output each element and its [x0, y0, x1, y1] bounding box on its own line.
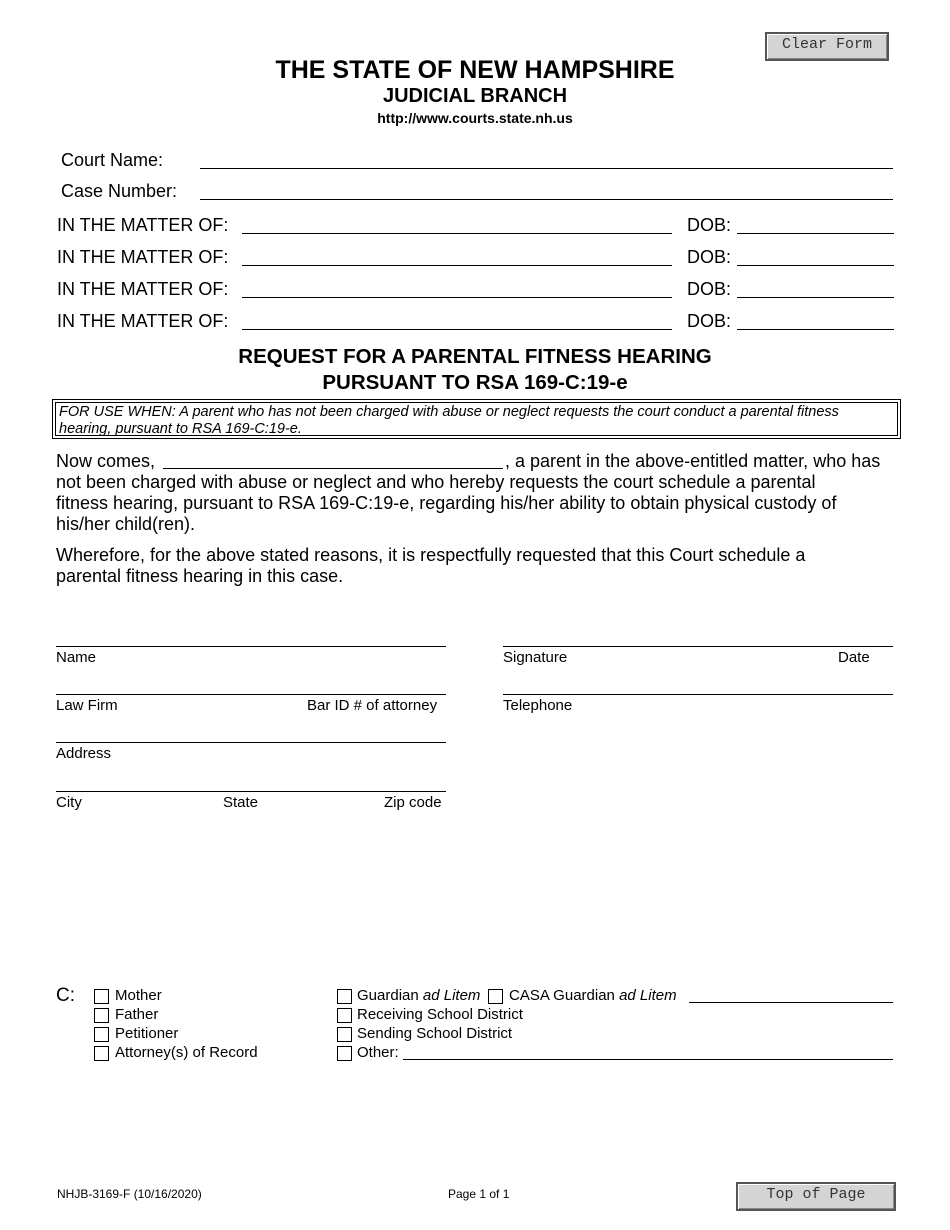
now-comes-name-field[interactable]	[163, 468, 503, 469]
now-comes-suffix: , a parent in the above-entitled matter, who has	[505, 451, 881, 471]
casa-name-field[interactable]	[689, 1002, 893, 1003]
cc-father-checkbox[interactable]	[94, 1008, 109, 1023]
body-line-3: fitness hearing, pursuant to RSA 169-C:19-e, regarding his/her ability to obtain physical custody of	[56, 493, 837, 513]
dob-field-3[interactable]	[737, 297, 894, 298]
top-of-page-button[interactable]: Top of Page	[736, 1182, 896, 1211]
dob-label-4: DOB:	[687, 311, 732, 331]
matter-label-3: IN THE MATTER OF:	[57, 279, 229, 299]
law-firm-field[interactable]	[56, 694, 446, 695]
law-firm-label: Law Firm	[56, 697, 118, 714]
form-title-line1: REQUEST FOR A PARENTAL FITNESS HEARING	[238, 345, 712, 368]
address-label: Address	[56, 745, 112, 762]
signature-field[interactable]	[503, 646, 893, 647]
name-field[interactable]	[56, 646, 446, 647]
matter-label-1: IN THE MATTER OF:	[57, 215, 229, 235]
cc-mother-checkbox[interactable]	[94, 989, 109, 1004]
cc-mother-label: Mother	[115, 987, 162, 1004]
cc-attorney-label: Attorney(s) of Record	[115, 1044, 258, 1061]
now-comes-prefix: Now comes,	[56, 451, 156, 471]
dob-label-1: DOB:	[687, 215, 732, 235]
guardian-text: Guardian	[357, 987, 423, 1004]
page-number: Page 1 of 1	[448, 1187, 510, 1201]
cc-attorney-checkbox[interactable]	[94, 1046, 109, 1061]
matter-name-field-3[interactable]	[242, 297, 672, 298]
cc-petitioner-label: Petitioner	[115, 1025, 179, 1042]
bar-id-label: Bar ID # of attorney	[307, 697, 438, 714]
cc-other-field[interactable]	[403, 1059, 893, 1060]
cc-receiving-school-label: Receiving School District	[357, 1006, 523, 1023]
cc-receiving-school-checkbox[interactable]	[337, 1008, 352, 1023]
branch-title: JUDICIAL BRANCH	[382, 85, 568, 107]
city-label: City	[56, 794, 82, 811]
cc-sending-school-checkbox[interactable]	[337, 1027, 352, 1042]
date-label: Date	[838, 649, 870, 666]
court-url: http://www.courts.state.nh.us	[377, 110, 573, 126]
city-state-zip-field[interactable]	[56, 791, 446, 792]
cc-petitioner-checkbox[interactable]	[94, 1027, 109, 1042]
casa-text: CASA Guardian	[509, 987, 620, 1004]
dob-field-2[interactable]	[737, 265, 894, 266]
casa-ad-litem-text: ad Litem	[619, 987, 677, 1004]
telephone-field[interactable]	[503, 694, 893, 695]
cc-sending-school-label: Sending School District	[357, 1025, 513, 1042]
body-line-4: his/her child(ren).	[56, 514, 196, 534]
cc-casa-checkbox[interactable]	[488, 989, 503, 1004]
cc-guardian-checkbox[interactable]	[337, 989, 352, 1004]
court-name-field[interactable]	[200, 168, 893, 169]
guardian-ad-litem-text: ad Litem	[422, 987, 481, 1004]
cc-other-label: Other:	[357, 1044, 399, 1061]
telephone-label: Telephone	[503, 697, 573, 714]
form-id: NHJB-3169-F (10/16/2020)	[57, 1187, 202, 1201]
matter-name-field-1[interactable]	[242, 233, 672, 234]
zip-label: Zip code	[384, 794, 442, 811]
for-use-when-box	[52, 399, 901, 439]
matter-name-field-4[interactable]	[242, 329, 672, 330]
form-title-line2: PURSUANT TO RSA 169-C:19-e	[322, 371, 628, 394]
address-field[interactable]	[56, 742, 446, 743]
name-label: Name	[56, 649, 97, 666]
court-name-label: Court Name:	[61, 150, 164, 170]
cc-other-checkbox[interactable]	[337, 1046, 352, 1061]
state-label: State	[223, 794, 259, 811]
cc-casa-label	[509, 987, 677, 1004]
body-line-2: not been charged with abuse or neglect and who hereby requests the court schedule a parental	[56, 472, 816, 492]
cc-label: C:	[56, 985, 75, 1006]
state-title: THE STATE OF NEW HAMPSHIRE	[275, 56, 675, 84]
case-number-field[interactable]	[200, 199, 893, 200]
cc-father-label: Father	[115, 1006, 159, 1023]
dob-label-3: DOB:	[687, 279, 732, 299]
cc-guardian-label	[357, 987, 480, 1004]
dob-field-1[interactable]	[737, 233, 894, 234]
wherefore-line-1: Wherefore, for the above stated reasons, it is respectfully requested that this Court schedule a	[56, 545, 806, 565]
dob-label-2: DOB:	[687, 247, 732, 267]
dob-field-4[interactable]	[737, 329, 894, 330]
matter-label-2: IN THE MATTER OF:	[57, 247, 229, 267]
matter-label-4: IN THE MATTER OF:	[57, 311, 229, 331]
clear-form-button[interactable]: Clear Form	[765, 32, 889, 61]
signature-label: Signature	[503, 649, 568, 666]
for-use-when-text: FOR USE WHEN: A parent who has not been charged with abuse or neglect requests the court conduct a parental fitness hearing, pursuant to RSA 169-C:19-e.	[55, 402, 898, 436]
wherefore-line-2: parental fitness hearing in this case.	[56, 566, 344, 586]
case-number-label: Case Number:	[61, 181, 178, 201]
matter-name-field-2[interactable]	[242, 265, 672, 266]
